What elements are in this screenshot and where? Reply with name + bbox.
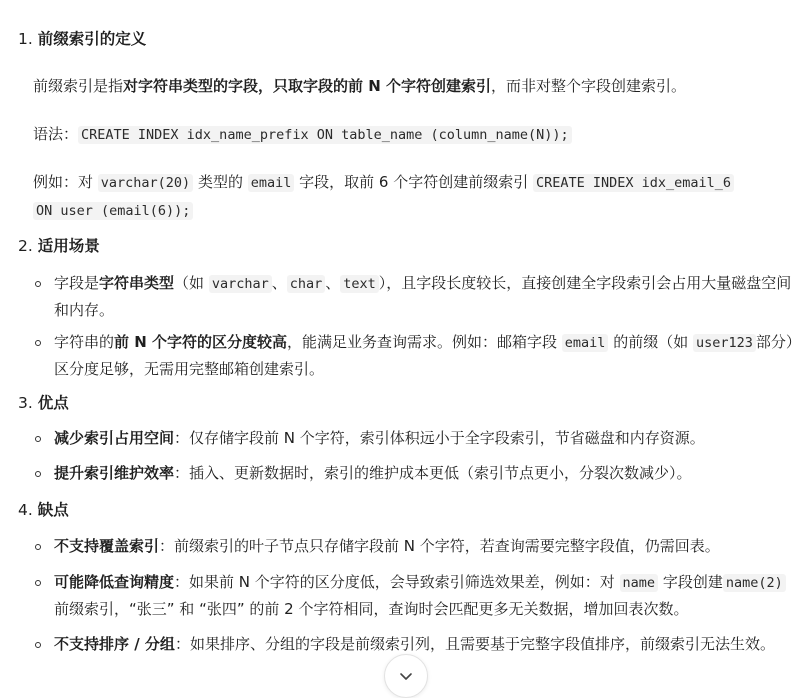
list-item <box>54 533 796 559</box>
list-item <box>54 425 796 451</box>
item-text: 、 <box>271 274 287 292</box>
section-heading-2 <box>18 235 100 257</box>
bullet-icon <box>35 471 41 477</box>
section-number: 1. <box>18 30 33 48</box>
chevron-down-icon <box>398 668 414 684</box>
section-title: 优点 <box>37 394 69 412</box>
bullet-icon <box>35 281 41 287</box>
section-title: 缺点 <box>37 501 69 519</box>
item-bold: 不支持排序 / 分组 <box>54 635 175 653</box>
list-item <box>54 631 796 657</box>
section-number: 4. <box>18 501 33 519</box>
section-number: 2. <box>18 237 33 255</box>
item-bold: 可能降低查询精度 <box>54 573 175 591</box>
item-text: ：前缀索引的叶子节点只存储字段前 N 个字符，若查询需要完整字段值，仍需回表。 <box>159 537 720 555</box>
item-bold: 减少索引占用空间 <box>54 429 175 447</box>
syntax-code: CREATE INDEX idx_name_prefix ON table_name (column_name(N)); <box>78 126 572 144</box>
section-number: 3. <box>18 394 33 412</box>
section-heading-1 <box>18 28 146 50</box>
item-text: ：如果排序、分组的字段是前缀索引列，且需要基于完整字段值排序，前缀索引无法生效。 <box>174 635 775 653</box>
definition-text: 前缀索引是指 <box>33 77 124 95</box>
definition-bold: 对字符串类型的字段，只取字段的前 N 个字符创建索引 <box>123 77 492 95</box>
section-heading-3 <box>18 392 69 414</box>
item-text: 字段创建 <box>658 573 723 591</box>
item-text: ：仅存储字段前 N 个字符，索引体积远小于全字段索引，节省磁盘和内存资源。 <box>174 429 705 447</box>
bullet-icon <box>35 642 41 648</box>
list-item <box>54 569 796 622</box>
inline-code: ON user (email(6)); <box>33 202 193 220</box>
item-text: 的前缀（如 <box>608 333 693 351</box>
inline-code: name(2) <box>723 574 786 592</box>
inline-code: text <box>340 275 379 293</box>
item-text: 字段是 <box>54 274 100 292</box>
inline-code: char <box>287 275 326 293</box>
item-bold: 提升索引维护效率 <box>54 464 175 482</box>
bullet-icon <box>35 544 41 550</box>
section-title: 适用场景 <box>37 237 100 255</box>
item-text: 部分）区分度足够，无需用完整邮箱创建索引。 <box>54 333 794 378</box>
item-text: （如 <box>174 274 209 292</box>
bullet-icon <box>35 340 41 346</box>
item-text: 字符串的 <box>54 333 115 351</box>
item-bold: 不支持覆盖索引 <box>54 537 160 555</box>
syntax-label: 语法： <box>33 125 79 143</box>
item-text: ，能满足业务查询需求。例如：邮箱字段 <box>287 333 562 351</box>
inline-code: varchar(20) <box>98 174 193 192</box>
inline-code: name <box>620 574 659 592</box>
example-text: 类型的 <box>193 173 248 191</box>
inline-code: email <box>562 334 609 352</box>
example-paragraph <box>33 168 793 197</box>
inline-code: CREATE INDEX idx_email_6 <box>533 174 734 192</box>
bullet-icon <box>35 580 41 586</box>
list-item <box>54 270 796 323</box>
item-text: 前缀索引，“张三” 和 “张四” 的前 2 个字符相同，查询时会匹配更多无关数据，增加回表次数。 <box>54 600 689 618</box>
list-item <box>54 329 796 382</box>
syntax-paragraph <box>33 120 793 149</box>
item-text: ），且字段长度较长，直接创建全字段索引会占用大量磁盘空间和内存。 <box>54 274 792 319</box>
definition-paragraph <box>33 72 793 100</box>
list-item <box>54 460 796 486</box>
item-bold: 前 N 个字符的区分度较高 <box>114 333 288 351</box>
scroll-down-button[interactable] <box>384 654 428 698</box>
inline-code: user123 <box>693 334 756 352</box>
section-heading-4 <box>18 499 69 521</box>
example-text: 例如：对 <box>33 173 98 191</box>
item-text: ：插入、更新数据时，索引的维护成本更低（索引节点更小，分裂次数减少）。 <box>174 464 692 482</box>
inline-code: varchar <box>209 275 272 293</box>
bullet-icon <box>35 436 41 442</box>
example-paragraph-cont <box>33 196 793 225</box>
inline-code: email <box>248 174 295 192</box>
item-text: ：如果前 N 个字符的区分度低，会导致索引筛选效果差，例如：对 <box>174 573 620 591</box>
example-text: 字段，取前 6 个字符创建前缀索引 <box>294 173 533 191</box>
item-bold: 字符串类型 <box>99 274 175 292</box>
item-text: 、 <box>325 274 341 292</box>
section-title: 前缀索引的定义 <box>37 30 147 48</box>
definition-text-end: ，而非对整个字段创建索引。 <box>491 77 687 95</box>
